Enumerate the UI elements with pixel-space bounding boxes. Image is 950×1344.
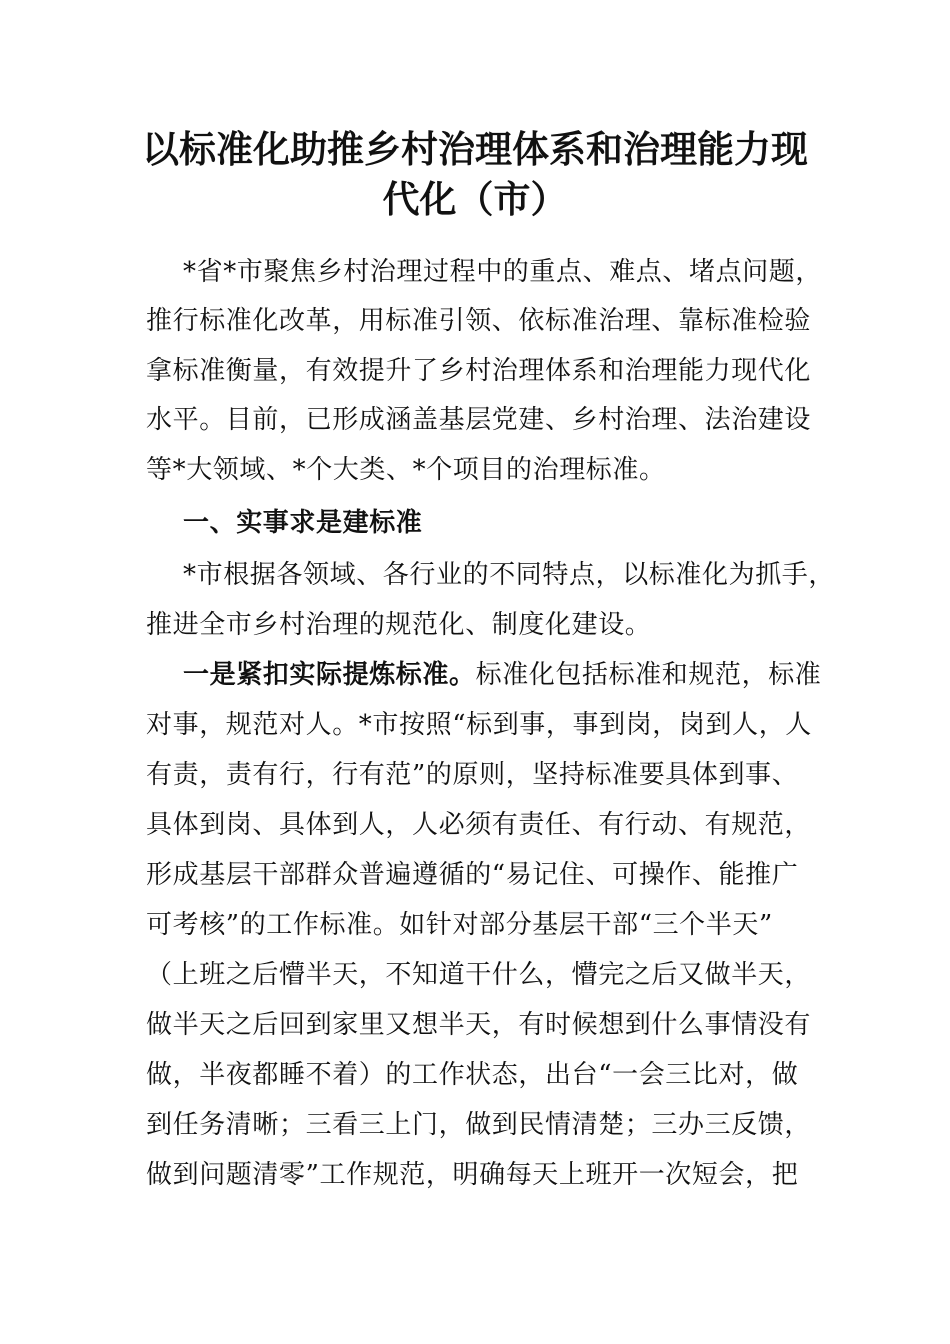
paragraph-text: 标准化包括标准和规范，标准 <box>475 660 822 690</box>
body-line: 有责，责有行，行有范”的原则，坚持标准要具体到事、 <box>146 760 799 790</box>
body-line: 推行标准化改革，用标准引领、依标准治理、靠标准检验 <box>146 306 812 336</box>
body-line: 做，半夜都睡不着）的工作状态，出台“一会三比对，做 <box>146 1060 799 1090</box>
body-line: 具体到岗、具体到人，人必须有责任、有行动、有规范， <box>146 810 812 840</box>
body-line: 推进全市乡村治理的规范化、制度化建设。 <box>146 610 652 640</box>
body-line: 等*大领域、*个大类、*个项目的治理标准。 <box>146 455 666 485</box>
body-line: 对事，规范对人。*市按照“标到事，事到岗，岗到人，人 <box>146 710 812 740</box>
body-line: 水平。目前，已形成涵盖基层党建、乡村治理、法治建设 <box>146 405 812 435</box>
body-line: *省*市聚焦乡村治理过程中的重点、难点、堵点问题， <box>183 257 823 287</box>
body-line: 形成基层干部群众普遍遵循的“易记住、可操作、能推广 <box>146 860 799 890</box>
body-line: 可考核”的工作标准。如针对部分基层干部“三个半天” <box>146 910 773 940</box>
body-line: 做半天之后回到家里又想半天，有时候想到什么事情没有 <box>146 1010 812 1040</box>
body-line: 到任务清晰；三看三上门，做到民情清楚；三办三反馈， <box>146 1110 812 1140</box>
body-line: 做到问题清零”工作规范，明确每天上班开一次短会，把 <box>146 1160 799 1190</box>
body-line-with-lead <box>183 659 821 691</box>
document-title-line-1: 以标准化助推乡村治理体系和治理能力现 <box>142 127 808 171</box>
section-heading: 一、实事求是建标准 <box>183 508 423 538</box>
body-line: （上班之后懵半天，不知道干什么，懵完之后又做半天， <box>146 960 812 990</box>
document-title-line-2: 代化（市） <box>382 177 568 221</box>
body-line: 拿标准衡量，有效提升了乡村治理体系和治理能力现代化 <box>146 356 812 386</box>
body-line: *市根据各领域、各行业的不同特点，以标准化为抓手， <box>183 560 836 590</box>
paragraph-lead: 一是紧扣实际提炼标准。 <box>183 660 476 690</box>
